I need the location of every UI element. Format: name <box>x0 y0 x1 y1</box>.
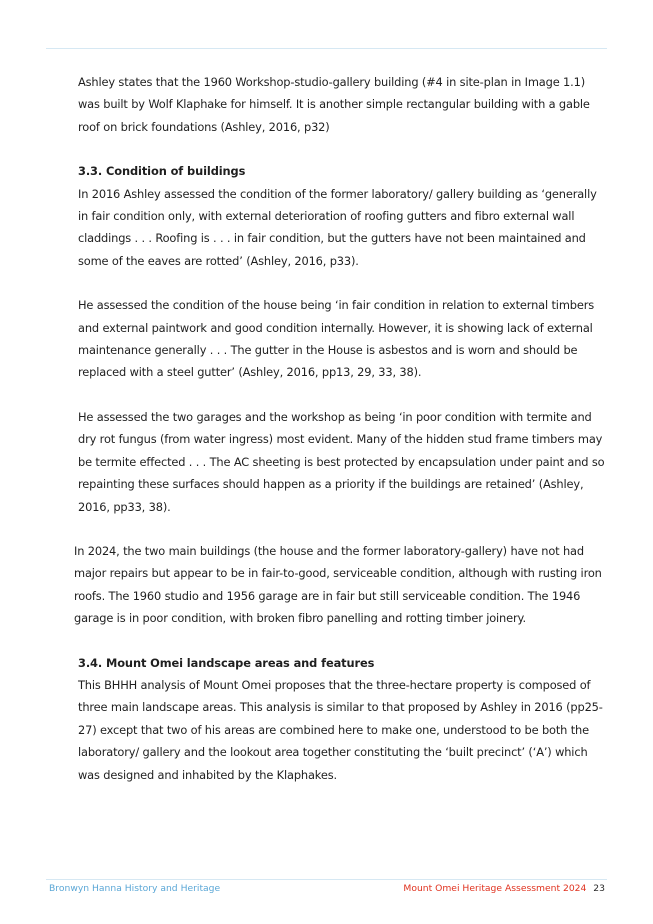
paragraph-house-condition: He assessed the condition of the house being ‘in fair condition in relation to external timbers and external paintwork and good condition internally. However, it is showing lack of external maintenance generally . . . The gutter in the House is asbestos and is worn and should be replaced with a steel gutter’ (Ashley, 2016, pp13, 29, 33, 38). <box>78 298 595 380</box>
document-body <box>74 71 608 786</box>
paragraph-landscape-areas: This BHHH analysis of Mount Omei proposes that the three-hectare property is composed of three main landscape areas. This analysis is similar to that proposed by Ashley in 2016 (pp25-27) except that two of his areas are combined here to make one, understood to be both the laboratory/ gallery and the lookout area together constituting the ‘built precinct’ (‘A’) which was designed and inhabited by the Klaphakes. <box>78 677 603 782</box>
footer-right-group <box>403 882 605 896</box>
paragraph-2024-condition: In 2024, the two main buildings (the house and the former laboratory-gallery) have not had major repairs but appear to be in fair-to-good, serviceable condition, although with rusting iron roofs. The 1960 studio and 1956 garage are in fair but still serviceable condition. The 1946 garage is in poor condition, with broken fibro panelling and rotting timber joinery. <box>74 543 602 626</box>
paragraph-garages-condition: He assessed the two garages and the workshop as being ‘in poor condition with termite and dry rot fungus (from water ingress) most evident. Many of the hidden stud frame timbers may be termite effected . . . The AC sheeting is best protected by encapsulation under paint and so repainting these surfaces should happen as a priority if the buildings are retained’ (Ashley, 2016, pp33, 38). <box>78 409 605 514</box>
footer-document-title: Mount Omei Heritage Assessment 2024 <box>403 883 587 894</box>
section-heading-3-3: 3.3. Condition of buildings <box>78 164 246 179</box>
paragraph-workshop-studio: Ashley states that the 1960 Workshop-studio-gallery building (#4 in site-plan in Image 1.1) was built by Wolf Klaphake for himself. It is another simple rectangular building with a gable roof on brick foundations (Ashley, 2016, p32) <box>78 75 590 134</box>
footer-rule <box>46 879 607 880</box>
footer-page-number: 23 <box>593 883 605 894</box>
footer-author: Bronwyn Hanna History and Heritage <box>49 883 221 894</box>
section-heading-3-4: 3.4. Mount Omei landscape areas and features <box>78 655 375 670</box>
paragraph-laboratory-condition: In 2016 Ashley assessed the condition of the former laboratory/ gallery building as ‘generally in fair condition only, with external deterioration of roofing gutters and fibro external wall claddings . . . Roofing is . . . in fair condition, but the gutters have not been maintained and some of the eaves are rotted’ (Ashley, 2016, p33). <box>78 186 597 268</box>
header-rule <box>46 48 607 49</box>
